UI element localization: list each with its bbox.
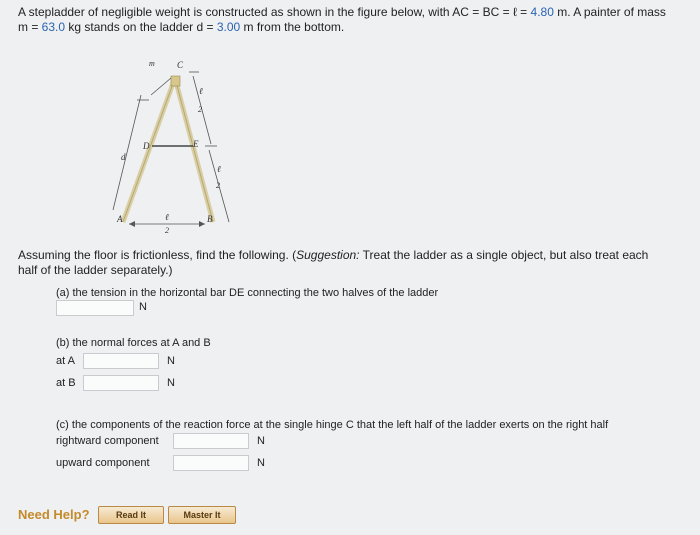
painter-icon (171, 76, 180, 86)
distance-value: 3.00 (216, 20, 241, 34)
label-d-distance: d (121, 152, 126, 162)
upward-label: upward component (56, 457, 150, 469)
mass-value: 63.0 (41, 20, 66, 34)
suggestion-label: Suggestion: (296, 248, 360, 262)
label-two-base: 2 (165, 226, 169, 235)
label-m: m (149, 59, 155, 68)
assumption-line-1 (18, 248, 648, 263)
rightward-unit: N (257, 435, 265, 447)
label-b: B (207, 214, 213, 224)
rightward-label: rightward component (56, 435, 159, 447)
label-two-bottom: 2 (216, 181, 220, 190)
need-help-label: Need Help? (18, 507, 90, 522)
label-c: C (177, 60, 184, 70)
label-l-base: ℓ (165, 212, 169, 222)
at-a-label: at A (56, 355, 75, 367)
read-it-button[interactable]: Read It (98, 506, 164, 524)
length-value: 4.80 (530, 5, 554, 19)
right-leg-edge (175, 78, 213, 222)
problem-text: A stepladder of negligible weight is constructed as shown in the figure below, with (18, 5, 453, 19)
part-a-tension-input[interactable] (56, 300, 134, 316)
problem-line-2 (18, 20, 344, 35)
rightward-component-input[interactable] (173, 433, 249, 449)
assumption-text-rest: Treat the ladder as a single object, but also treat each (359, 248, 649, 262)
part-c-question: (c) the components of the reaction force at the single hinge C that the left half of the ladder exerts on the right half (56, 419, 609, 431)
label-e: E (193, 139, 199, 149)
part-a-unit: N (139, 301, 147, 313)
stepladder-figure (105, 50, 250, 235)
label-l-bottom: ℓ (217, 164, 221, 174)
label-d-point: D (143, 141, 150, 151)
problem-text-mid: kg stands on the ladder (65, 20, 197, 34)
part-b-question: (b) the normal forces at A and B (56, 337, 211, 349)
label-two-top: 2 (198, 105, 202, 114)
normal-force-b-input[interactable] (83, 375, 159, 391)
at-a-unit: N (167, 355, 175, 367)
problem-text-tail: m from the bottom. (240, 20, 345, 34)
upward-component-input[interactable] (173, 455, 249, 471)
problem-text-end: m. A painter of mass (553, 5, 666, 19)
assumption-line-2: half of the ladder separately.) (18, 263, 173, 277)
problem-equation: AC = BC = ℓ = (452, 5, 531, 19)
problem-line-1 (18, 5, 666, 20)
at-b-label: at B (56, 377, 76, 389)
d-dimension-line (113, 95, 141, 210)
upward-unit: N (257, 457, 265, 469)
label-a: A (117, 214, 123, 224)
part-a-question: (a) the tension in the horizontal bar DE connecting the two halves of the ladder (56, 287, 439, 299)
label-l-top: ℓ (199, 86, 203, 96)
master-it-button[interactable]: Master It (168, 506, 236, 524)
at-b-unit: N (167, 377, 175, 389)
distance-label: d = (196, 20, 217, 34)
assumption-text: Assuming the floor is frictionless, find the following. ( (18, 248, 297, 262)
mass-label: m = (18, 20, 42, 34)
normal-force-a-input[interactable] (83, 353, 159, 369)
